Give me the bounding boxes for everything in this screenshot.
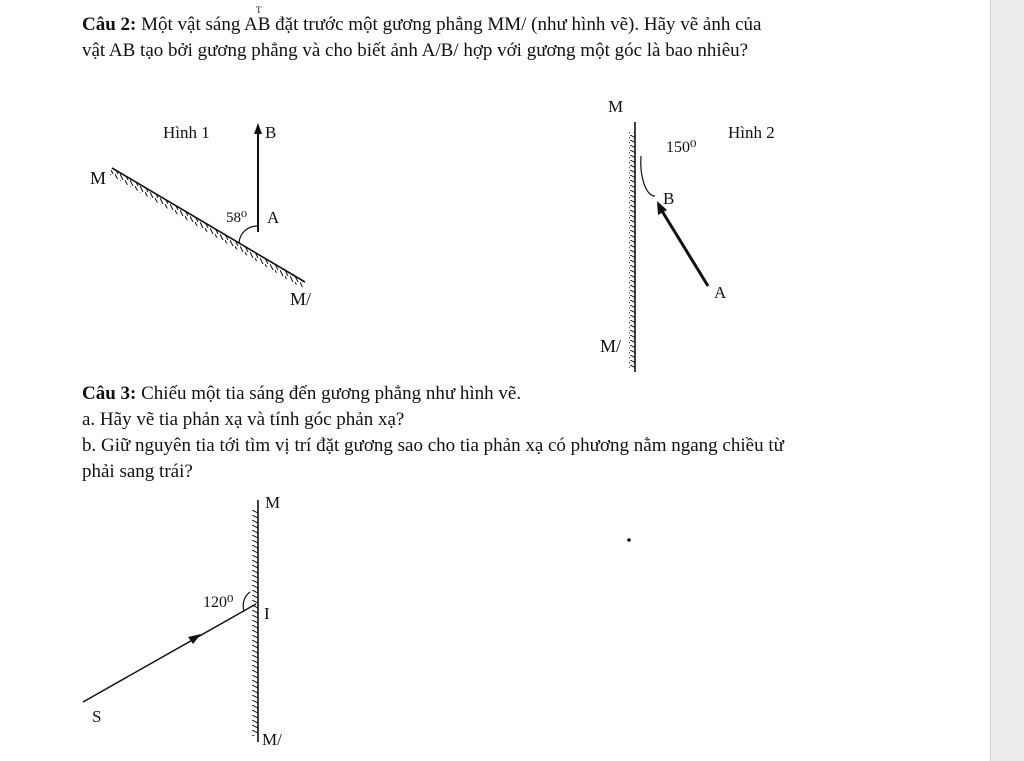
figure-3 (83, 493, 282, 749)
figure-2 (600, 97, 775, 372)
figure-2-point-b: B (663, 189, 675, 208)
question-2-label: Câu 2: (82, 14, 137, 35)
question-3-part-a: a. Hãy vẽ tia phản xạ và tính góc phản xạ? (82, 409, 405, 430)
figure-3-mirror-top-label: M (265, 493, 281, 512)
question-3-text: Chiếu một tia sáng đến gương phẳng như hình vẽ. (136, 383, 522, 404)
scrollbar-track[interactable] (991, 0, 1024, 761)
figure-1-point-b: B (265, 123, 277, 142)
figure-1 (90, 5, 311, 309)
figure-1-angle-arc (239, 226, 257, 243)
figure-1-stray-mark: T (256, 5, 262, 15)
figure-1-object-ab (254, 123, 262, 232)
figure-3-angle: 120⁰ (203, 594, 234, 611)
figure-1-mirror (109, 168, 305, 288)
figure-1-mirror-bottom-label: M/ (290, 289, 312, 309)
figure-1-point-a: A (267, 208, 280, 227)
figure-2-angle-arc (641, 156, 655, 196)
figure-2-mirror (629, 122, 635, 372)
figure-3-source-label: S (92, 707, 102, 726)
figure-2-mirror-bottom-label: M/ (600, 336, 622, 356)
question-3-label: Câu 3: (82, 383, 137, 404)
figure-2-angle: 150⁰ (666, 139, 697, 156)
question-2-line-2: vật AB tạo bởi gương phẳng và cho biết ảnh A/B/ hợp với gương một góc là bao nhiêu? (82, 40, 749, 61)
question-2-text: Một vật sáng AB đặt trước một gương phẳng MM/ (như hình vẽ). Hãy vẽ ảnh của (136, 14, 762, 35)
question-3-part-b-cont: phải sang trái? (82, 461, 193, 482)
figure-2-caption: Hình 2 (728, 123, 775, 142)
stray-dot (627, 538, 631, 542)
figure-2-point-a: A (714, 283, 727, 302)
figure-1-caption: Hình 1 (163, 123, 210, 142)
figure-3-incident-ray (83, 604, 256, 702)
figure-2-object-ab (657, 201, 708, 286)
figure-1-angle: 58⁰ (226, 210, 248, 226)
figure-1-mirror-top-label: M (90, 168, 107, 188)
figure-3-incidence-point: I (264, 604, 270, 623)
question-3-part-b: b. Giữ nguyên tia tới tìm vị trí đặt gương sao cho tia phản xạ có phương nằm ngang chiều từ (82, 435, 784, 456)
figure-3-mirror (252, 500, 258, 742)
figure-2-mirror-top-label: M (608, 97, 624, 116)
figure-3-mirror-bottom-label: M/ (262, 730, 282, 749)
